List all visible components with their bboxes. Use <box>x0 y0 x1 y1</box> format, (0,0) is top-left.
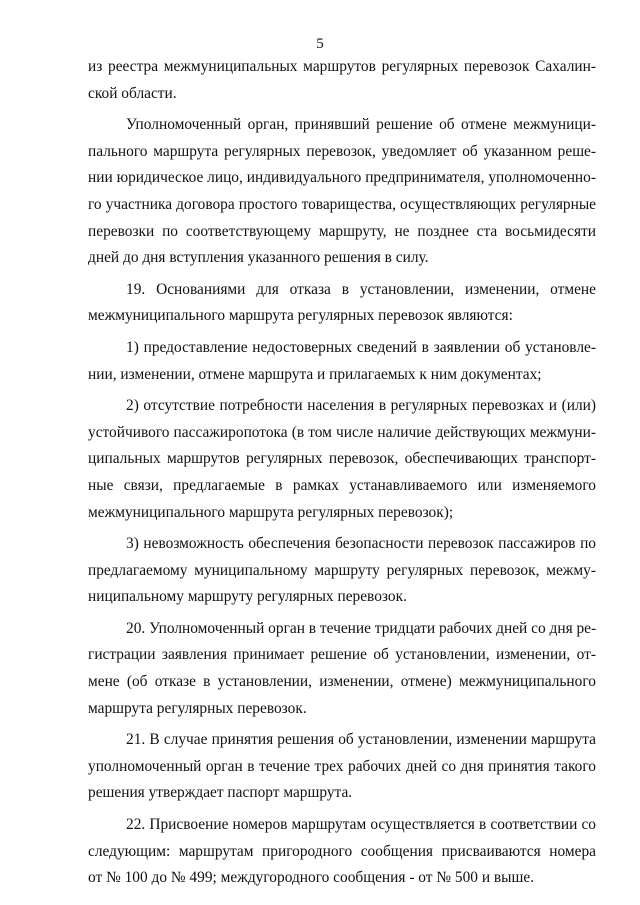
text-line: 21. В случае принятия решения об установлении, изменении маршрута <box>126 731 596 749</box>
text-line: дней до дня вступления указанного решения в силу. <box>88 249 429 267</box>
paragraph-item-19 <box>88 277 596 330</box>
paragraph-continuation <box>88 54 596 107</box>
document-body <box>88 54 596 892</box>
paragraph-notification <box>88 112 596 272</box>
text-line: из реестра межмуниципальных маршрутов регулярных перевозок Сахалин- <box>88 58 596 75</box>
text-line: 3) невозможность обеспечения безопасности перевозок пассажиров по <box>126 535 596 553</box>
page-number: 5 <box>316 36 324 52</box>
text-line: ской области. <box>88 84 177 102</box>
text-line: нии юридическое лицо, индивидуального предпринимателя, уполномоченно- <box>88 169 596 187</box>
text-line: ципальных маршрутов регулярных перевозок, обеспечивающих транспорт- <box>88 450 596 468</box>
text-line: межмуниципального маршрута регулярных перевозок); <box>88 503 454 521</box>
text-line: мене (об отказе в установлении, изменении, отмене) межмуниципального <box>88 673 596 691</box>
text-line: межмуниципального маршрута регулярных перевозок являются: <box>88 307 513 325</box>
text-line: 20. Уполномоченный орган в течение тридцати рабочих дней со дня ре- <box>126 619 597 637</box>
text-line: предлагаемому муниципальному маршруту регулярных перевозок, межму- <box>88 561 596 579</box>
text-line: го участника договора простого товарищества, осуществляющих регулярные <box>88 195 596 213</box>
text-line: нии, изменении, отмене маршрута и прилагаемых к ним документах; <box>88 365 542 383</box>
paragraph-subitem-3 <box>88 531 596 611</box>
text-line: от № 100 до № 499; междугородного сообщения - от № 500 и выше. <box>88 869 535 887</box>
paragraph-subitem-1 <box>88 335 596 388</box>
text-line: гистрации заявления принимает решение об установлении, изменении, от- <box>88 646 596 664</box>
paragraph-item-20 <box>88 616 596 722</box>
text-line: пального маршрута регулярных перевозок, уведомляет об указанном реше- <box>88 142 596 160</box>
text-line: устойчивого пассажиропотока (в том числе наличие действующих межмуни- <box>88 423 596 441</box>
text-line: ниципальному маршруту регулярных перевозок. <box>88 588 407 606</box>
text-line: ные связи, предлагаемые в рамках устанавливаемого или изменяемого <box>88 476 596 494</box>
paragraph-item-21 <box>88 727 596 807</box>
paragraph-item-22 <box>88 812 596 892</box>
text-line: 2) отсутствие потребности населения в регулярных перевозках и (или) <box>126 397 596 415</box>
text-line: 19. Основаниями для отказа в установлении, изменении, отмене <box>126 280 596 298</box>
text-line: 22. Присвоение номеров маршрутам осуществляется в соответствии со <box>126 816 596 834</box>
text-line: 1) предоставление недостоверных сведений в заявлении об установле- <box>126 338 596 356</box>
text-line: Уполномоченный орган, принявший решение об отмене межмуници- <box>126 116 596 134</box>
text-line: следующим: маршрутам пригородного сообщения присваиваются номера <box>88 842 596 860</box>
text-line: маршрута регулярных перевозок. <box>88 699 307 717</box>
text-line: решения утверждает паспорт маршрута. <box>88 784 353 802</box>
paragraph-subitem-2 <box>88 393 596 526</box>
text-line: перевозки по соответствующему маршруту, не позднее ста восьмидесяти <box>88 222 596 240</box>
text-line: уполномоченный орган в течение трех рабочих дней со дня принятия такого <box>88 757 596 775</box>
